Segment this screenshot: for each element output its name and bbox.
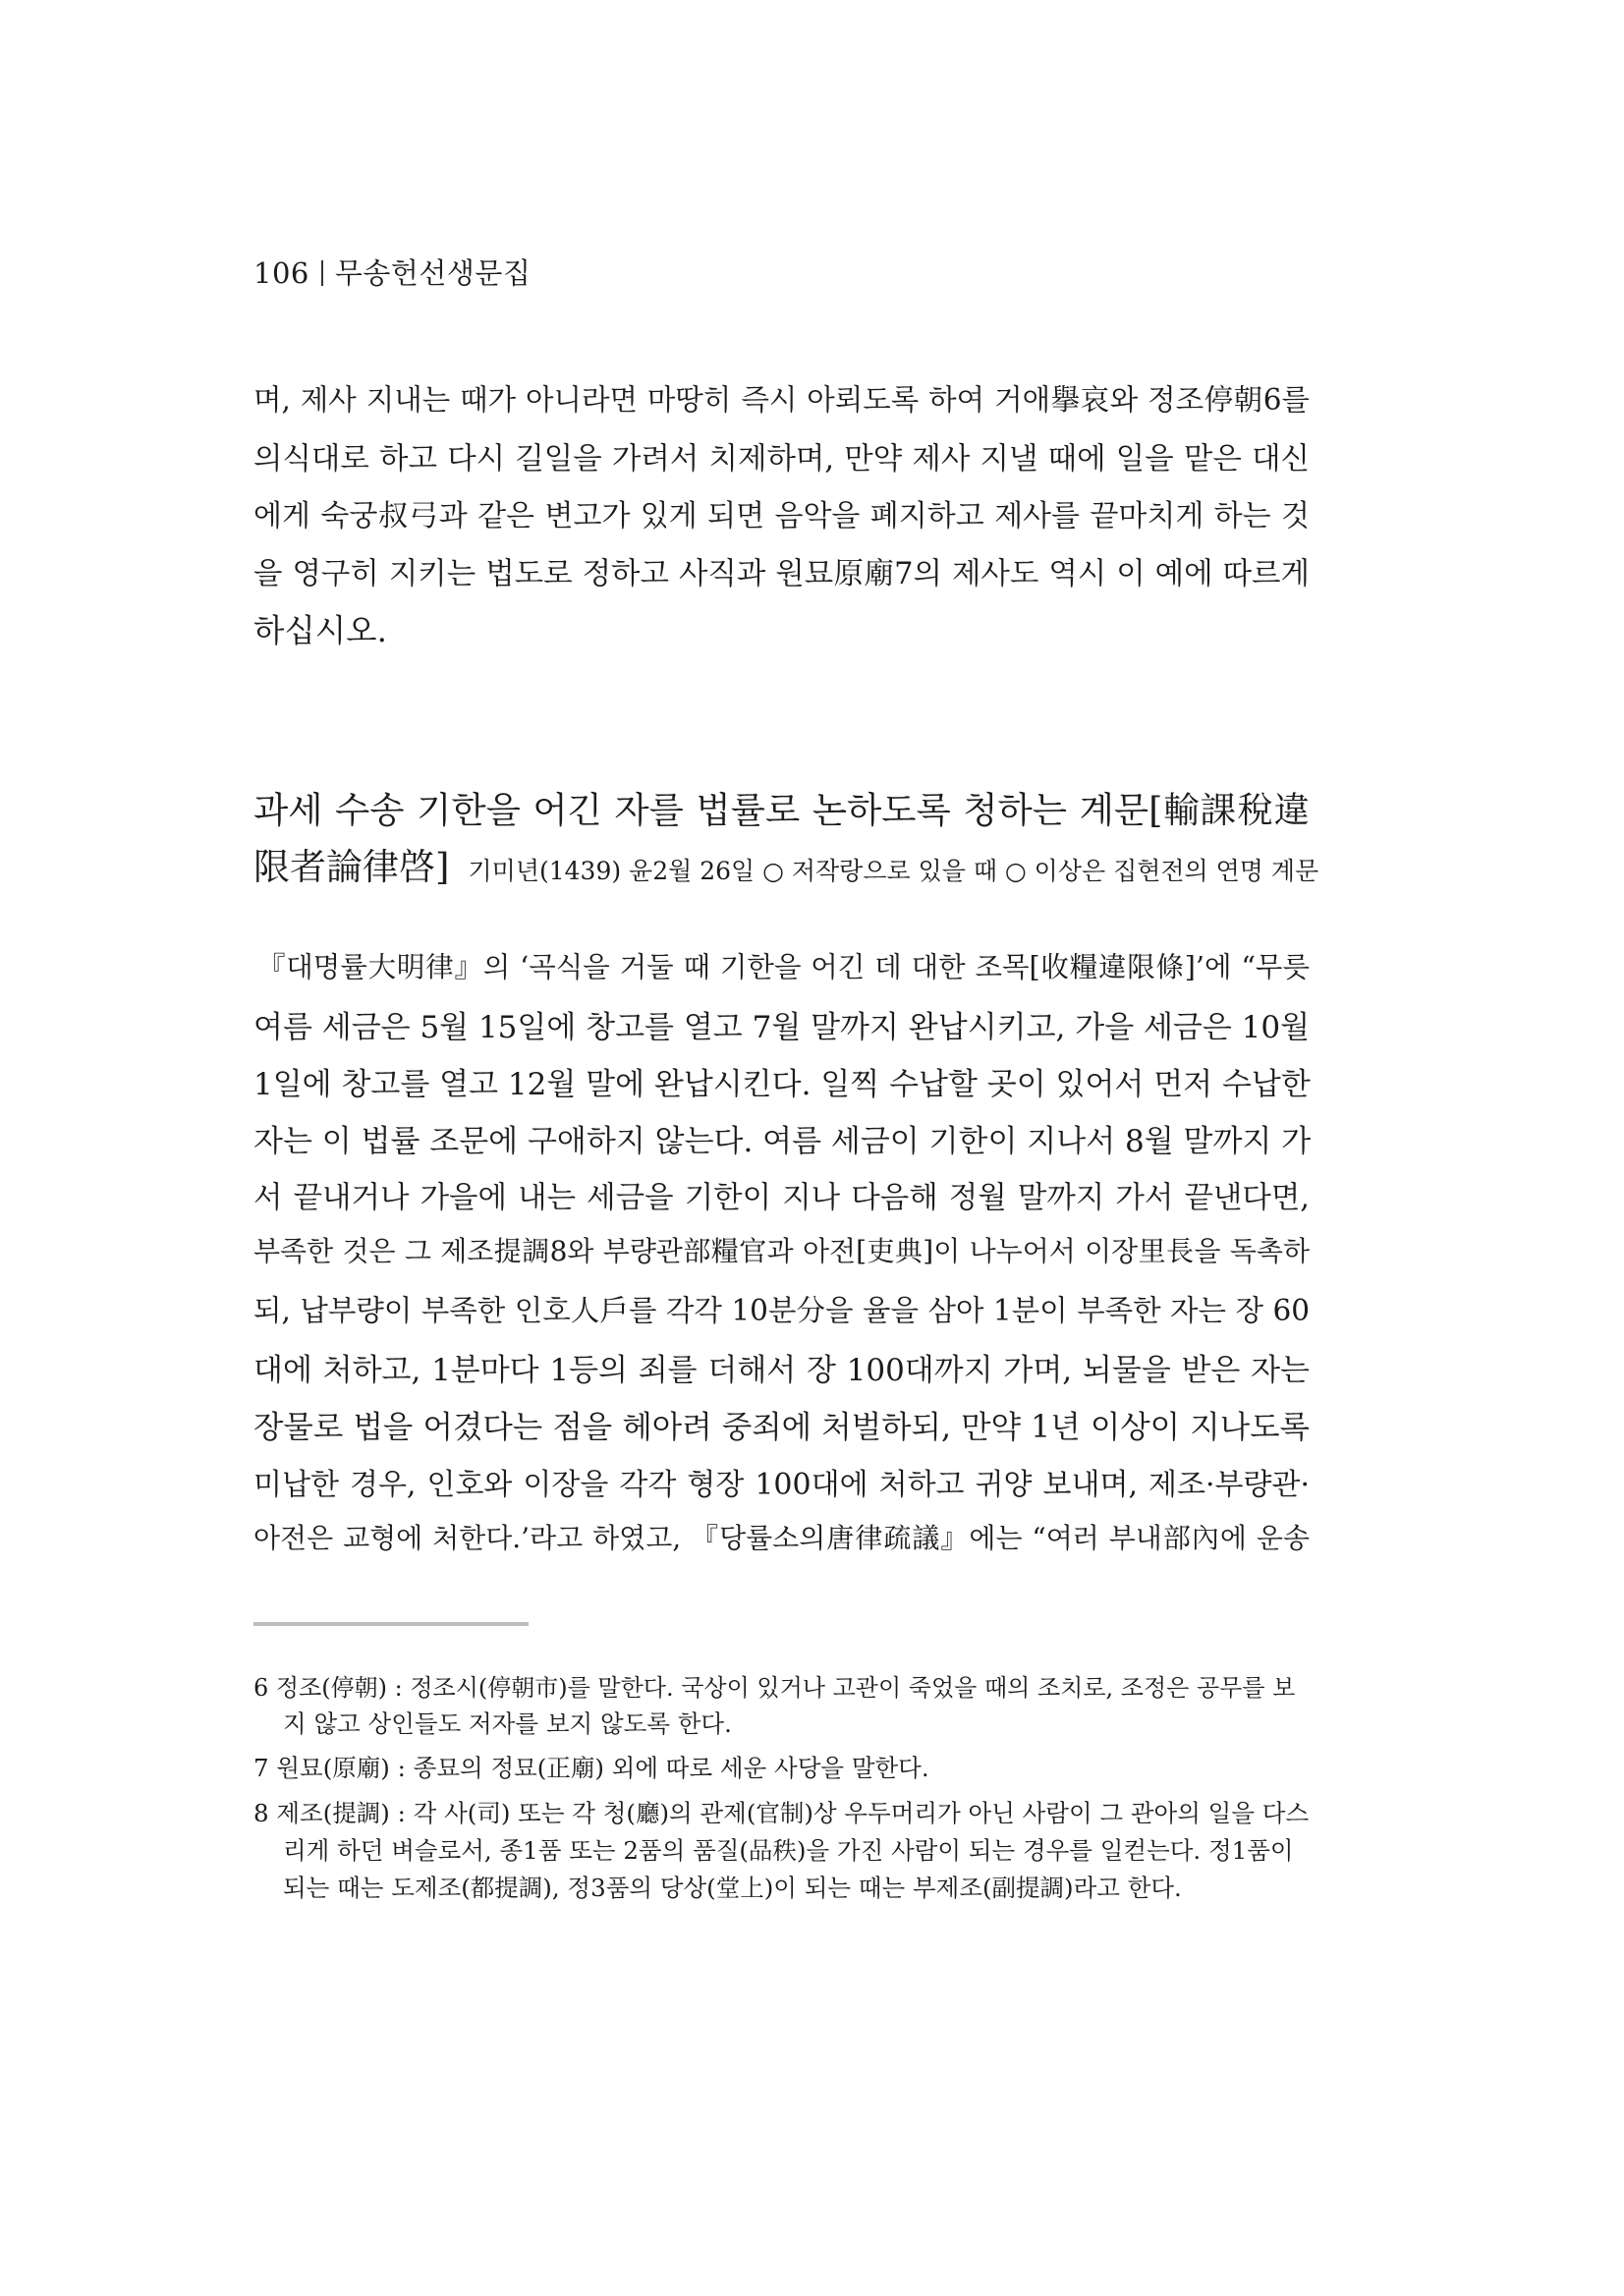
body-line: 장물로 법을 어겼다는 점을 헤아려 중죄에 처벌하되, 만약 1년 이상이 지나도록 xyxy=(253,1410,1310,1445)
body-line: 『대명률大明律』의 ‘곡식을 거둘 때 기한을 어긴 데 대한 조목[收糧違限條]’에 “무릇 xyxy=(257,951,1310,983)
header-separator xyxy=(321,260,323,286)
book-title: 무송헌선생문집 xyxy=(334,256,532,290)
body-line: 부족한 것은 그 제조提調8와 부량관部糧官과 아전[吏典]이 나누어서 이장里長을 독촉하 xyxy=(253,1235,1310,1267)
running-header xyxy=(253,252,531,292)
footnote-7-line-1: 7 원묘(原廟) : 종묘의 정묘(正廟) 외에 따로 세운 사당을 말한다. xyxy=(253,1754,929,1782)
section-title-line-2 xyxy=(253,837,1318,890)
body-line: 미납한 경우, 인호와 이장을 각각 형장 100대에 처하고 귀양 보내며, 제조·부량관· xyxy=(253,1468,1310,1502)
body-line: 서 끝내거나 가을에 내는 세금을 기한이 지나 다음해 정월 말까지 가서 끝낸다면, xyxy=(253,1181,1310,1215)
body-line: 며, 제사 지내는 때가 아니라면 마땅히 즉시 아뢰도록 하여 거애擧哀와 정조停朝6를 xyxy=(253,383,1310,417)
footnote-6-line-2: 지 않고 상인들도 저자를 보지 않도록 한다. xyxy=(283,1709,732,1738)
body-line: 아전은 교형에 처한다.’라고 하였고, 『당률소의唐律疏議』에는 “여러 부내部內에 운송 xyxy=(253,1522,1310,1554)
footnote-8-line-1: 8 제조(提調) : 각 사(司) 또는 각 청(廳)의 관제(官制)상 우두머리가 아닌 사람이 그 관아의 일을 다스 xyxy=(253,1799,1310,1827)
section-title-end: 限者論律啓] xyxy=(253,846,450,888)
body-line: 의식대로 하고 다시 길일을 가려서 치제하며, 만약 제사 지낼 때에 일을 맡은 대신 xyxy=(253,442,1310,476)
page-number: 106 xyxy=(253,256,309,290)
footnote-8-line-2: 리게 하던 벼슬로서, 종1품 또는 2품의 품질(品秩)을 가진 사람이 되는 경우를 일컫는다. 정1품이 xyxy=(283,1836,1294,1865)
footnote-8-line-3: 되는 때는 도제조(都提調), 정3품의 당상(堂上)이 되는 때는 부제조(副提調)라고 한다. xyxy=(283,1874,1182,1902)
body-line: 대에 처하고, 1분마다 1등의 죄를 더해서 장 100대까지 가며, 뇌물을 받은 자는 xyxy=(253,1353,1310,1388)
footnote-6-line-1: 6 정조(停朝) : 정조시(停朝市)를 말한다. 국상이 있거나 고관이 죽었을 때의 조치로, 조정은 공무를 보 xyxy=(253,1674,1296,1702)
footnote-divider xyxy=(253,1622,529,1626)
section-title-line: 과세 수송 기한을 어긴 자를 법률로 논하도록 청하는 계문[輸課稅違 xyxy=(253,789,1310,831)
body-line: 여름 세금은 5월 15일에 창고를 열고 7월 말까지 완납시키고, 가을 세금은 10월 xyxy=(253,1010,1311,1045)
section-meta: 기미년(1439) 윤2월 26일 ○ 저작랑으로 있을 때 ○ 이상은 집현전의 연명 계문 xyxy=(468,857,1319,885)
body-line: 을 영구히 지키는 법도로 정하고 사직과 원묘原廟7의 제사도 역시 이 예에 따르게 xyxy=(253,557,1310,591)
body-line: 에게 숙궁叔弓과 같은 변고가 있게 되면 음악을 폐지하고 제사를 끝마치게 하는 것 xyxy=(253,499,1310,533)
body-line: 하십시오. xyxy=(253,612,387,649)
body-line: 1일에 창고를 열고 12월 말에 완납시킨다. 일찍 수납할 곳이 있어서 먼저 수납한 xyxy=(253,1067,1311,1102)
body-line: 자는 이 법률 조문에 구애하지 않는다. 여름 세금이 기한이 지나서 8월 말까지 가 xyxy=(253,1124,1312,1159)
body-line: 되, 납부량이 부족한 인호人戶를 각각 10분分을 율을 삼아 1분이 부족한 자는 장 60 xyxy=(253,1294,1310,1327)
